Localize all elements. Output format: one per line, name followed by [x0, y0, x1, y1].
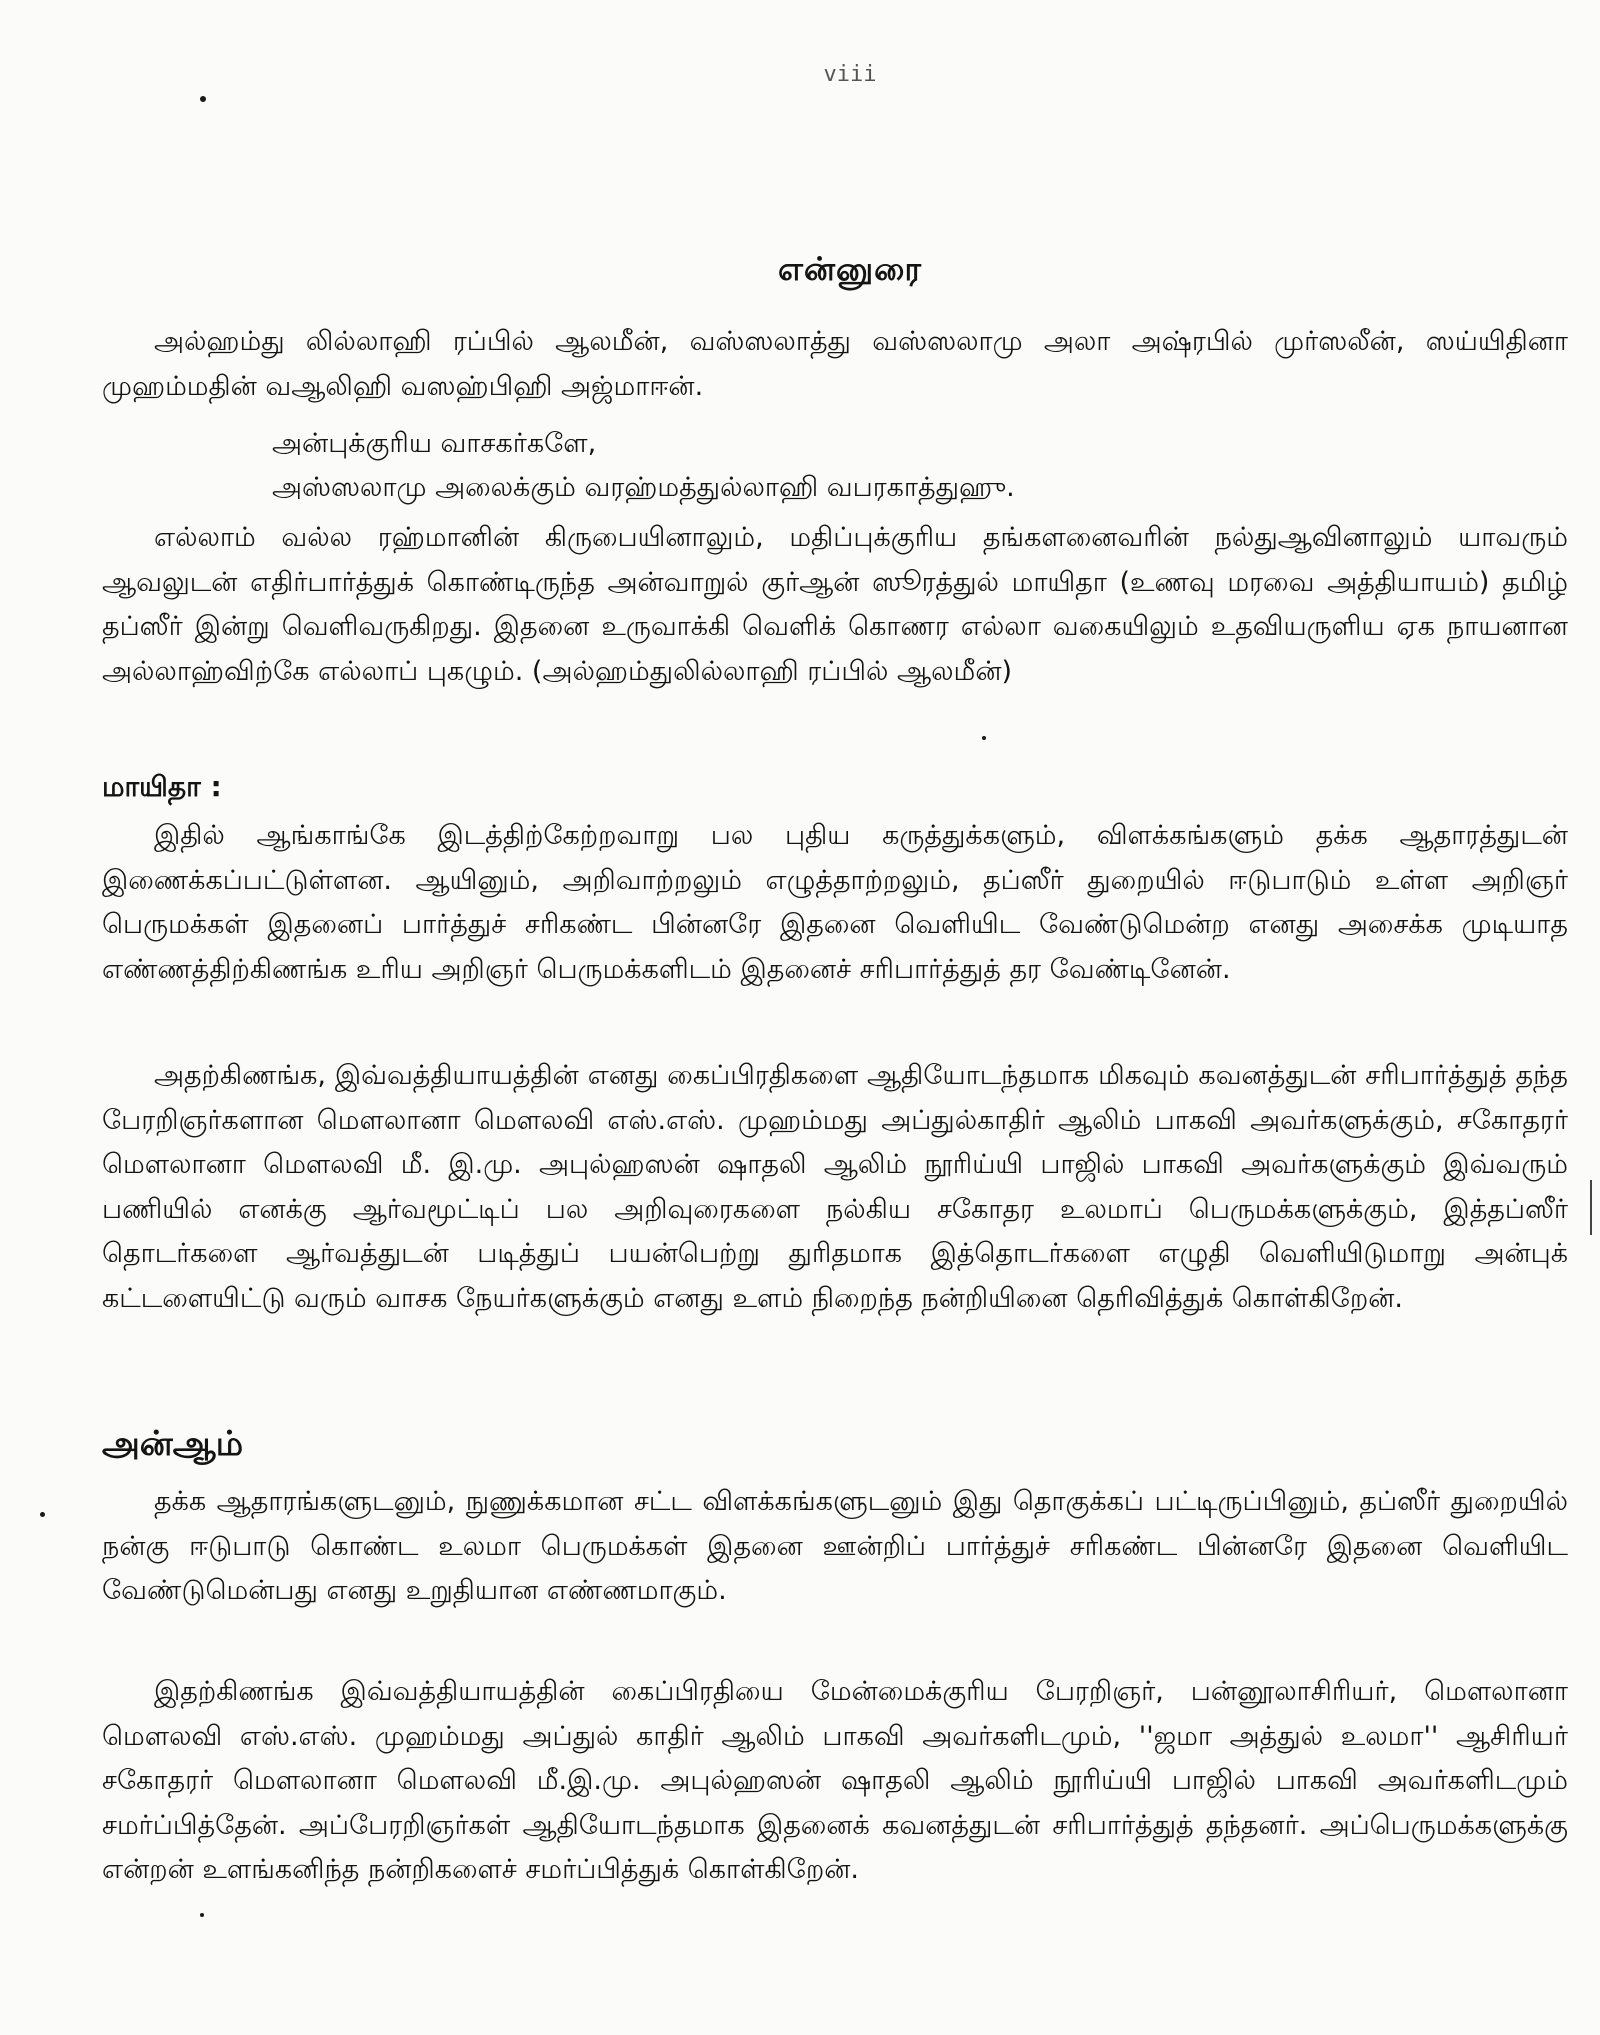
section-heading-anam: அன்ஆம்: [102, 1424, 244, 1464]
page-number: viii: [823, 62, 877, 87]
greeting-line-2: அஸ்ஸலாமு அலைக்கும் வரஹ்மத்துல்லாஹி வபரகாத்துஹு.: [272, 472, 1015, 503]
opening-invocation: [102, 320, 1568, 409]
greeting-line-1: அன்புக்குரிய வாசகர்களே,: [272, 428, 597, 459]
opening-text: அல்ஹம்து லில்லாஹி ரப்பில் ஆலமீன், வஸ்ஸலாத்து வஸ்ஸலாமு அலா அஷ்ரபில் முர்ஸலீன், ஸய்யிதினா முஹம்மதின் வஆலிஹி வஸஹ்பிஹி அஜ்மாஈன்.: [102, 326, 1568, 402]
section-heading-maidah: மாயிதா :: [102, 770, 222, 803]
section1-paragraph-2-text: அதற்கிணங்க, இவ்வத்தியாயத்தின் எனது கைப்பிரதிகளை ஆதியோடந்தமாக மிகவும் கவனத்துடன் சரிபார்த்துத் தந்த பேரறிஞர்களான மௌலானா மௌலவி எஸ்.எஸ். முஹம்மது அப்துல்காதிர் ஆலிம் பாகவி அவர்களுக்கும், சகோதரர் மௌலானா மௌலவி மீ. இ.மு. அபுல்ஹஸன் ஷாதலி ஆலிம் நூரிய்யி பாஜில் பாகவி அவர்களுக்கும் இவ்வரும் பணியில் எனக்கு ஆர்வமூட்டிப் பல அறிவுரைகளை நல்கிய சகோதர உலமாப் பெருமக்களுக்கும், இத்தப்ஸீர் தொடர்களை ஆர்வத்துடன் படித்துப் பயன்பெற்று துரிதமாக இத்தொடர்களை எழுதி வெளியிடுமாறு அன்புக் கட்டளையிட்டு வரும் வாசக நேயர்களுக்கும் எனது உளம் நிறைந்த நன்றியினை தெரிவித்துக் கொள்கிறேன்.: [102, 1060, 1568, 1314]
scan-edge-mark: [1590, 1180, 1592, 1235]
section2-paragraph-1-text: தக்க ஆதாரங்களுடனும், நுணுக்கமான சட்ட விளக்கங்களுடனும் இது தொகுக்கப் பட்டிருப்பினும், தப்ஸீர் துறையில் நன்கு ஈடுபாடு கொண்ட உலமா பெருமக்கள் இதனை ஊன்றிப் பார்த்துச் சரிகண்ட பின்னரே இதனை வெளியிட வேண்டுமென்பது எனது உறுதியான எண்ணமாகும்.: [102, 1486, 1568, 1606]
section2-paragraph-2-text: இதற்கிணங்க இவ்வத்தியாயத்தின் கைப்பிரதியை மேன்மைக்குரிய பேரறிஞர், பன்னூலாசிரியர், மௌலானா மௌலவி எஸ்.எஸ். முஹம்மது அப்துல் காதிர் ஆலிம் பாகவி அவர்களிடமும், ''ஜமா அத்துல் உலமா'' ஆசிரியர் சகோதரர் மௌலானா மௌலவி மீ.இ.மு. அபுல்ஹஸன் ஷாதலி ஆலிம் நூரிய்யி பாஜில் பாகவி அவர்களிடமும் சமர்ப்பித்தேன். அப்பேரறிஞர்கள் ஆதியோடந்தமாக இதனைக் கவனத்துடன் சரிபார்த்துத் தந்தனர். அப்பெருமக்களுக்கு என்றன் உளங்கனிந்த நன்றிகளைச் சமர்ப்பித்துக் கொள்கிறேன்.: [102, 1676, 1568, 1885]
section1-paragraph-1-text: இதில் ஆங்காங்கே இடத்திற்கேற்றவாறு பல புதிய கருத்துக்களும், விளக்கங்களும் தக்க ஆதாரத்துடன் இணைக்கப்பட்டுள்ளன. ஆயினும், அறிவாற்றலும் எழுத்தாற்றலும், தப்ஸீர் துறையில் ஈடுபாடும் உள்ள அறிஞர் பெருமக்கள் இதனைப் பார்த்துச் சரிகண்ட பின்னரே இதனை வெளியிட வேண்டுமென்ற எனது அசைக்க முடியாத எண்ணத்திற்கிணங்க உரிய அறிஞர் பெருமக்களிடம் இதனைச் சரிபார்த்துத் தர வேண்டினேன்.: [102, 820, 1568, 985]
print-speck: [40, 1512, 45, 1517]
page-title: என்னுரை: [778, 250, 922, 288]
print-speck: [200, 96, 206, 102]
section1-paragraph-2: [102, 1054, 1568, 1321]
section2-paragraph-2: [102, 1670, 1568, 1893]
print-speck: [982, 736, 986, 740]
intro-paragraph: [102, 516, 1568, 694]
section1-paragraph-1: [102, 814, 1568, 992]
print-speck: [200, 1913, 204, 1917]
intro-paragraph-text: எல்லாம் வல்ல ரஹ்மானின் கிருபையினாலும், மதிப்புக்குரிய தங்களனைவரின் நல்துஆவினாலும் யாவரும் ஆவலுடன் எதிர்பார்த்துக் கொண்டிருந்த அன்வாறுல் குர்ஆன் ஸூரத்துல் மாயிதா (உணவு மரவை அத்தியாயம்) தமிழ் தப்ஸீர் இன்று வெளிவருகிறது. இதனை உருவாக்கி வெளிக் கொணர எல்லா வகையிலும் உதவியருளிய ஏக நாயனான அல்லாஹ்விற்கே எல்லாப் புகழும். (அல்ஹம்துலில்லாஹி ரப்பில் ஆலமீன்): [102, 522, 1568, 687]
section2-paragraph-1: [102, 1480, 1568, 1614]
